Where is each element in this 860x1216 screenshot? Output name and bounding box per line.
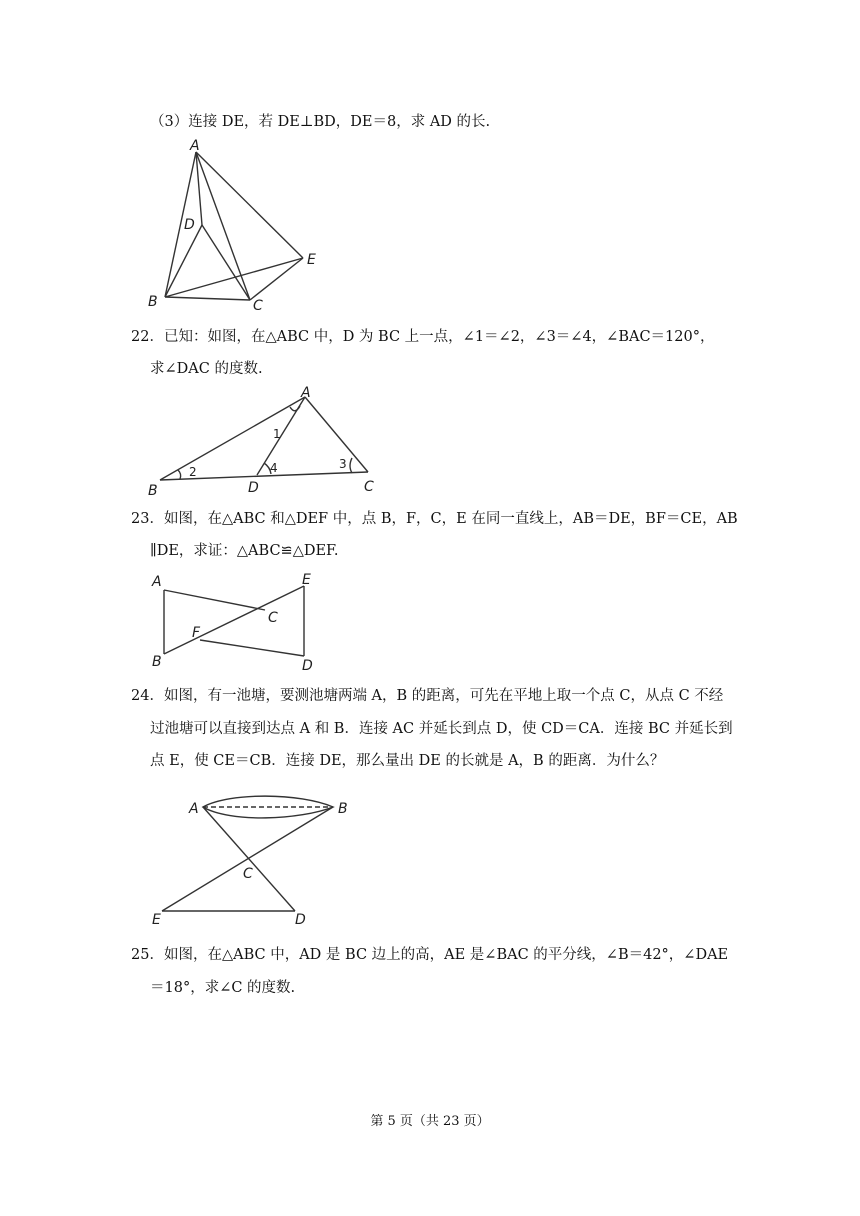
fig23-label-d: D <box>302 658 313 674</box>
fig22-seg-ac <box>305 397 368 472</box>
fig22-angle-2-arc <box>178 470 181 479</box>
fig24-label-d: D <box>295 912 306 928</box>
fig23-seg-ac <box>164 590 265 610</box>
fig21-label-b: B <box>148 294 158 310</box>
fig21-seg-ad <box>196 152 202 225</box>
fig21-seg-ac <box>196 152 250 300</box>
q23-text-line2: ∥DE，求证：△ABC≌△DEF. <box>150 543 339 559</box>
q21-part3-text: （3）连接 DE，若 DE⊥BD，DE＝8，求 AD 的长. <box>150 114 491 130</box>
fig21-seg-db <box>165 225 202 297</box>
fig23-label-b: B <box>152 654 162 670</box>
fig22-angle-1-label: 1 <box>273 427 281 441</box>
figure-22 <box>140 385 390 500</box>
q22-text-line1: 22．已知：如图，在△ABC 中，D 为 BC 上一点，∠1＝∠2，∠3＝∠4，∠BAC＝120°， <box>131 329 715 345</box>
fig23-seg-be <box>164 586 304 654</box>
q22-text-line2: 求∠DAC 的度数. <box>150 361 263 377</box>
fig23-label-a: A <box>152 574 162 590</box>
fig22-label-b: B <box>148 483 158 499</box>
fig21-label-c: C <box>253 298 263 314</box>
q24-text-line2: 过池塘可以直接到达点 A 和 B．连接 AC 并延长到点 D，使 CD＝CA．连接 BC 并延长到 <box>150 721 733 737</box>
fig22-angle-3-label: 3 <box>339 457 347 471</box>
fig24-label-b: B <box>338 801 348 817</box>
figure-24 <box>140 790 370 930</box>
fig24-label-a: A <box>189 801 199 817</box>
fig22-angle-4-label: 4 <box>270 461 278 475</box>
q24-text-line3: 点 E，使 CE＝CB．连接 DE，那么量出 DE 的长就是 A，B 的距离．为什么？ <box>150 753 665 769</box>
q25-text-line1: 25．如图，在△ABC 中，AD 是 BC 边上的高，AE 是∠BAC 的平分线，∠B＝42°，∠DAE <box>131 947 729 963</box>
fig22-angle-2-label: 2 <box>189 465 197 479</box>
q23-text-line1: 23．如图，在△ABC 和△DEF 中，点 B，F，C，E 在同一直线上，AB＝DE，BF＝CE，AB <box>131 511 738 527</box>
q24-text-line1: 24．如图，有一池塘，要测池塘两端 A，B 的距离，可先在平地上取一个点 C，从点 C 不经 <box>131 688 724 704</box>
fig21-seg-bc <box>165 297 250 300</box>
fig23-label-f: F <box>192 625 201 641</box>
fig23-label-c: C <box>268 610 278 626</box>
fig24-label-e: E <box>152 912 161 928</box>
fig24-label-c: C <box>243 866 253 882</box>
fig21-label-d: D <box>184 217 195 233</box>
fig23-seg-fd <box>200 640 304 656</box>
fig24-seg-be <box>162 807 333 911</box>
fig22-label-d: D <box>248 480 259 496</box>
fig22-label-a: A <box>301 385 311 401</box>
figure-23 <box>140 568 340 678</box>
fig23-label-e: E <box>302 572 311 588</box>
fig22-seg-ab <box>160 397 305 480</box>
fig21-label-a: A <box>190 138 200 154</box>
fig21-seg-ae <box>196 152 303 258</box>
figure-21 <box>140 140 340 320</box>
fig22-angle-3-arc <box>350 458 352 473</box>
fig21-seg-be <box>165 258 303 297</box>
fig22-label-c: C <box>364 479 374 495</box>
fig24-seg-ad <box>203 807 295 911</box>
fig21-seg-ce <box>250 258 303 300</box>
page-footer: 第 5 页（共 23 页） <box>370 1114 490 1129</box>
q25-text-line2: ＝18°，求∠C 的度数. <box>150 980 296 996</box>
fig21-label-e: E <box>307 252 316 268</box>
